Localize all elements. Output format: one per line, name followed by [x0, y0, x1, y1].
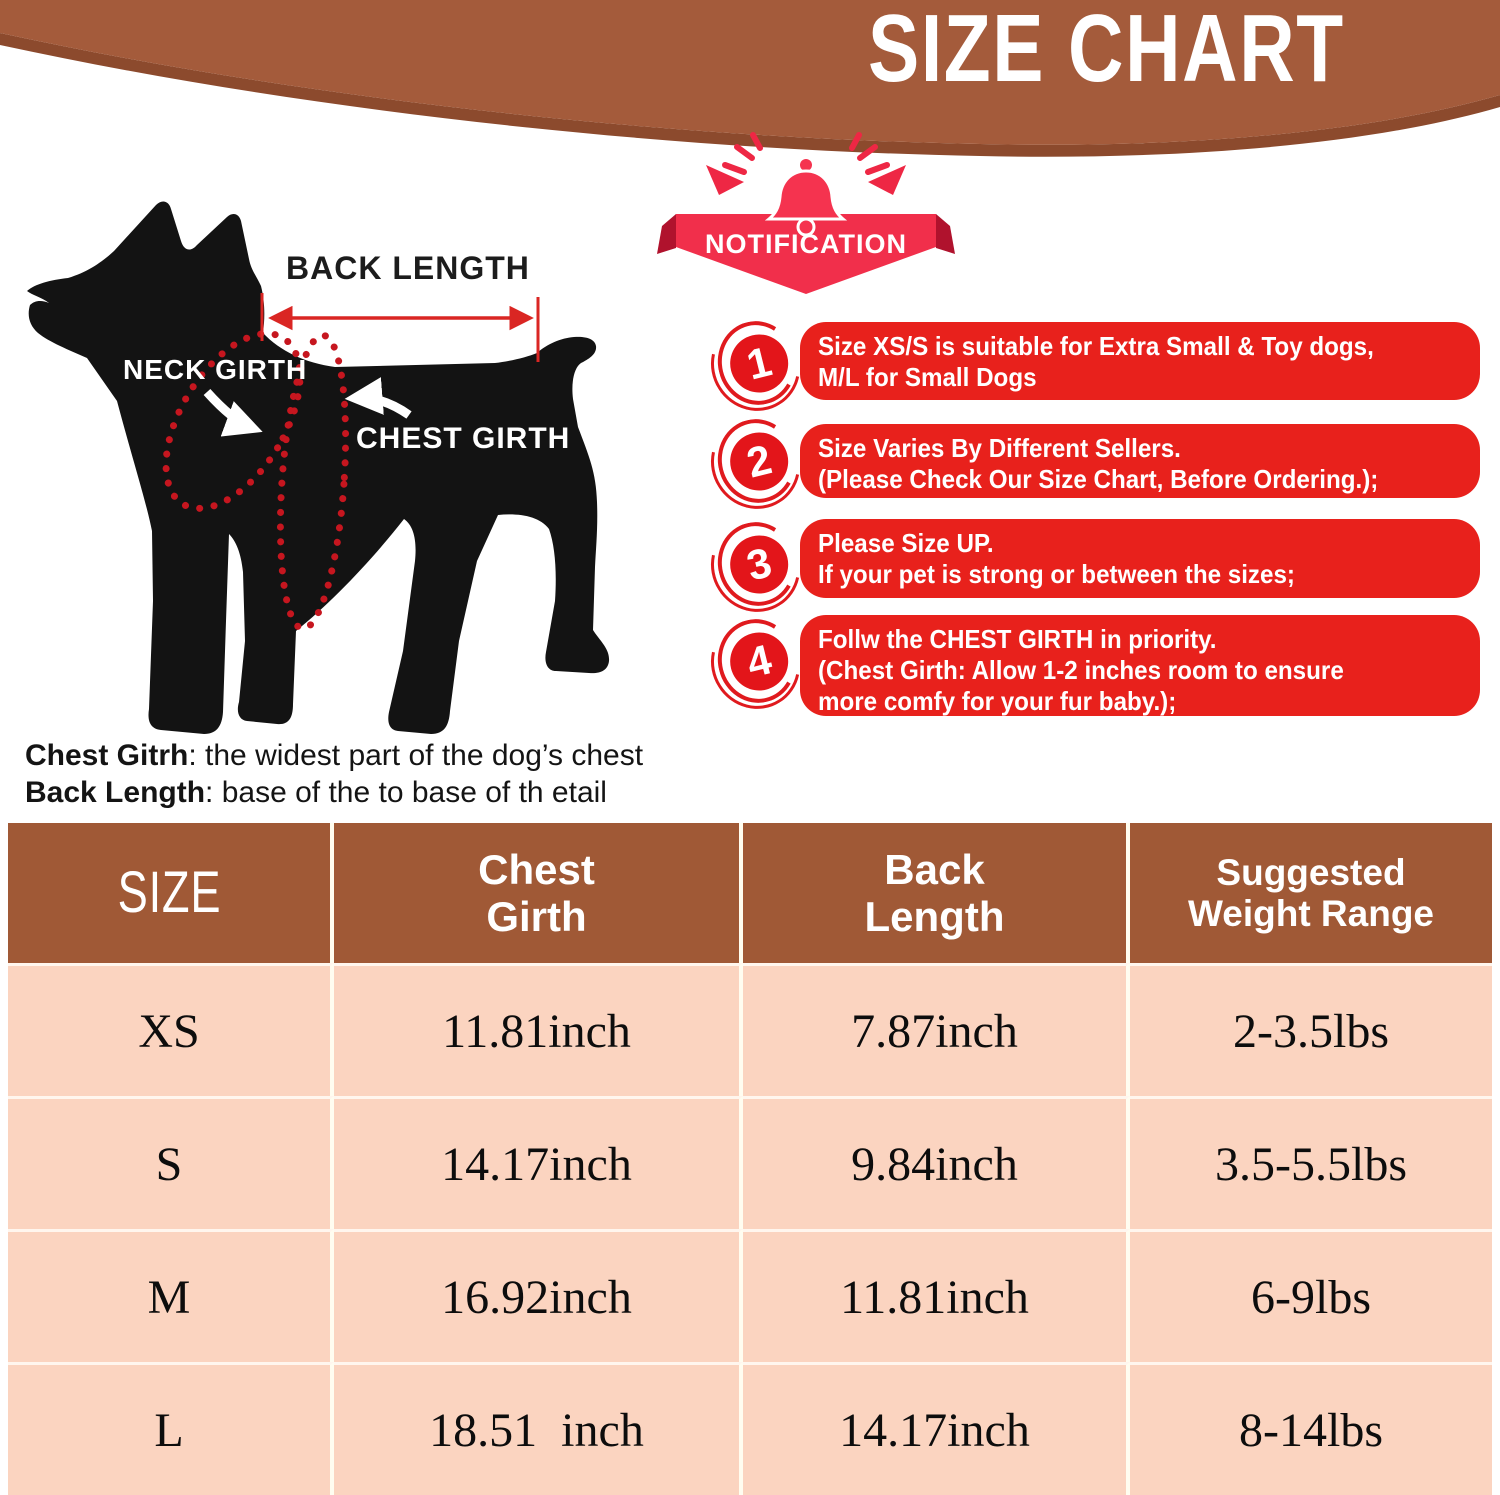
notification-title: NOTIFICATION [705, 229, 907, 259]
ribbon-fold-left [657, 214, 676, 254]
back-length-arrow [262, 293, 538, 362]
definition-term: Back Length [25, 776, 206, 809]
definition-term: Chest Gitrh [25, 739, 189, 772]
size-table [8, 823, 1492, 1495]
table-cell-weight-xs: 2-3.5lbs [1130, 963, 1492, 1096]
point-3-line-1: Please Size UP. [818, 528, 994, 558]
point-3-line-2: If your pet is strong or between the sizes; [818, 559, 1295, 589]
point-3-number-badge [709, 514, 805, 614]
header-cell-chest-girth: Chest Girth [334, 823, 743, 963]
table-cell-chest-m: 16.92inch [334, 1229, 743, 1362]
table-cell-size-xs: XS [8, 963, 334, 1096]
chest-girth-definition [25, 739, 643, 776]
table-cell-weight-l: 8-14lbs [1130, 1362, 1492, 1495]
point-2-number-badge [709, 411, 805, 511]
point-4-line-3: more comfy for your fur baby.); [818, 686, 1177, 716]
back-length-definition [25, 776, 643, 813]
point-1-line-1: Size XS/S is suitable for Extra Small & Toy dogs, [818, 331, 1374, 361]
table-cell-back-l: 14.17inch [743, 1362, 1130, 1495]
point-3-number: 3 [724, 529, 794, 599]
point-1-line-2: M/L for Small Dogs [818, 362, 1037, 392]
table-cell-chest-l: 18.51 inch [334, 1362, 743, 1495]
table-cell-weight-m: 6-9lbs [1130, 1229, 1492, 1362]
point-2-line-1: Size Varies By Different Sellers. [818, 433, 1181, 463]
table-cell-back-xs: 7.87inch [743, 963, 1130, 1096]
table-cell-weight-s: 3.5-5.5lbs [1130, 1096, 1492, 1229]
point-1-box [800, 322, 1480, 400]
point-2-line-2: (Please Check Our Size Chart, Before Ordering.); [818, 464, 1379, 494]
header-cell-size: SIZE [8, 823, 334, 963]
point-1-number: 1 [724, 328, 794, 398]
table-cell-back-s: 9.84inch [743, 1096, 1130, 1229]
table-cell-chest-xs: 11.81inch [334, 963, 743, 1096]
ribbon-fold-right [936, 214, 955, 254]
table-cell-chest-s: 14.17inch [334, 1096, 743, 1229]
point-3-box [800, 519, 1480, 598]
point-4-line-1: Follw the CHEST GIRTH in priority. [818, 624, 1217, 654]
page-title: SIZE CHART [868, 0, 1345, 102]
table-cell-size-l: L [8, 1362, 334, 1495]
point-2-number: 2 [724, 426, 794, 496]
point-2-box [800, 424, 1480, 498]
point-4-number: 4 [724, 626, 794, 696]
definition-text: : base of the to base of th etail [205, 776, 607, 809]
header-cell-back-length: Back Length [743, 823, 1130, 963]
point-4-box [800, 615, 1480, 716]
header-cell-weight-range: Suggested Weight Range [1130, 823, 1492, 963]
table-cell-size-s: S [8, 1096, 334, 1229]
measurement-definitions [25, 739, 643, 813]
point-4-line-2: (Chest Girth: Allow 1-2 inches room to ensure [818, 655, 1344, 685]
point-4-number-badge [709, 611, 805, 711]
point-1-number-badge [709, 313, 805, 413]
definition-text: : the widest part of the dog’s chest [188, 739, 644, 772]
table-cell-size-m: M [8, 1229, 334, 1362]
neck-girth-label: NECK GIRTH [123, 354, 308, 385]
notification-ribbon [640, 130, 980, 310]
chest-girth-label: CHEST GIRTH [356, 422, 571, 455]
back-length-label: BACK LENGTH [286, 250, 530, 286]
table-cell-back-m: 11.81inch [743, 1229, 1130, 1362]
